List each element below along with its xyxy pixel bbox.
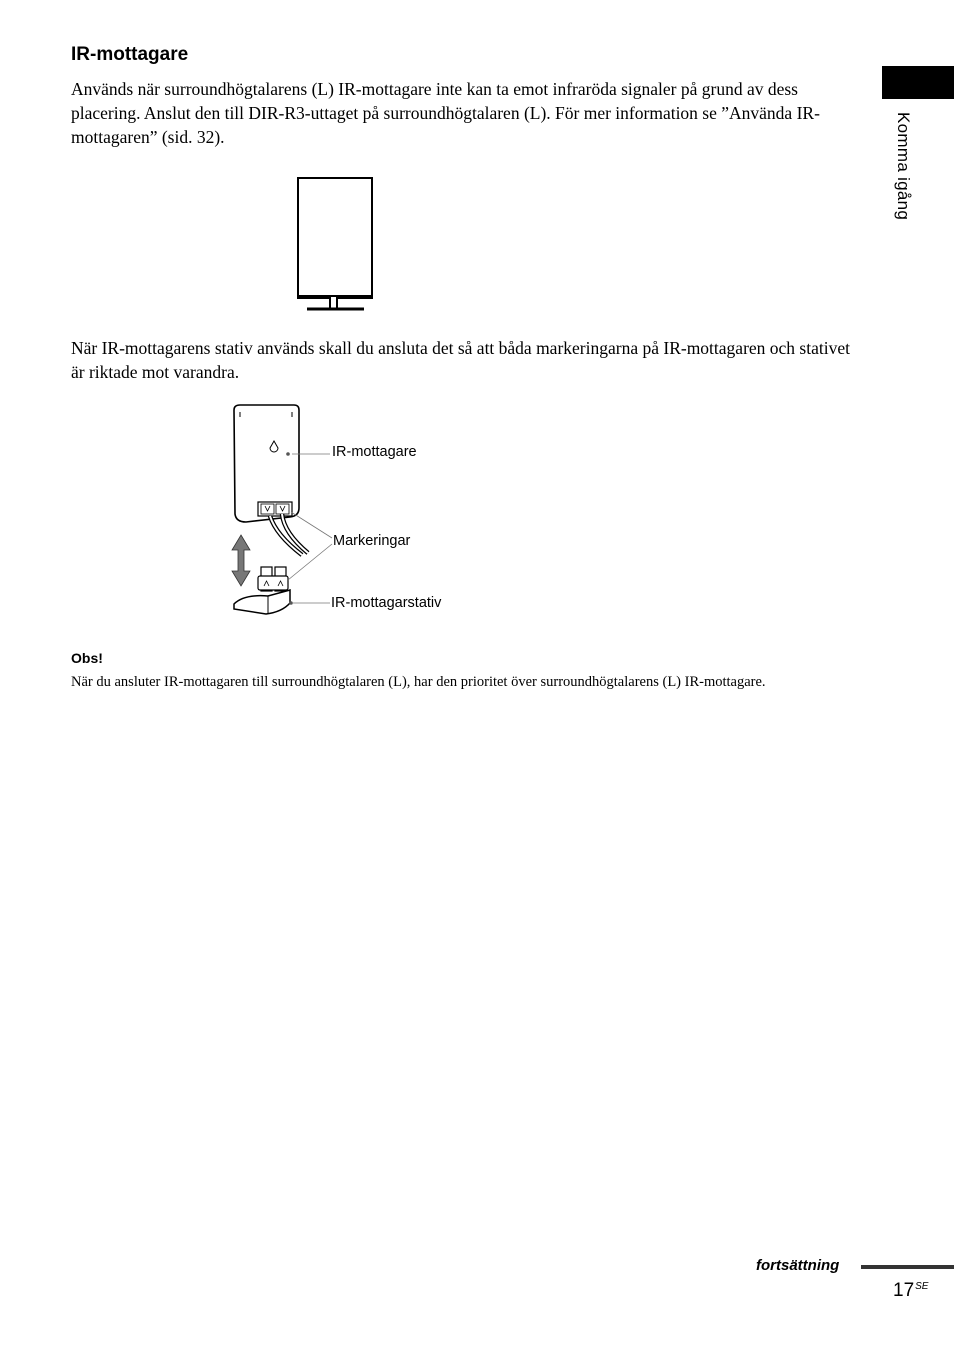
label-ir-receiver: IR-mottagare xyxy=(332,444,417,460)
page-number-suffix: SE xyxy=(915,1280,929,1292)
label-markings: Markeringar xyxy=(333,533,411,549)
ir-receiver-illustration xyxy=(290,172,386,316)
side-tab-marker xyxy=(882,66,954,99)
note-text: När du ansluter IR-mottagaren till surroundhögtalaren (L), har den prioritet över surroundhögtalarens (L) IR-mottagare. xyxy=(71,674,766,690)
stand-paragraph: När IR-mottagarens stativ används skall du ansluta det så att båda markeringarna på IR-mottagaren och stativet är riktade mot varandra. xyxy=(71,338,850,382)
side-tab-label: Komma igång xyxy=(894,112,913,221)
page-number-value: 17 xyxy=(893,1280,915,1301)
ir-receiver-stand-illustration xyxy=(222,400,342,625)
continued-rule xyxy=(861,1265,954,1269)
note-title: Obs! xyxy=(71,650,103,666)
intro-paragraph: Används när surroundhögtalarens (L) IR-mottagare inte kan ta emot infraröda signaler på grund av dess placering. Anslut den till DIR-R3-uttaget på surroundhögtalaren (L). För mer information se ”Använda IR-mottagaren” (sid. 32). xyxy=(71,79,820,147)
section-heading: IR-mottagare xyxy=(71,44,189,65)
continued-label: fortsättning xyxy=(756,1257,840,1274)
label-ir-stand: IR-mottagarstativ xyxy=(331,595,442,611)
page-number xyxy=(893,1280,928,1302)
